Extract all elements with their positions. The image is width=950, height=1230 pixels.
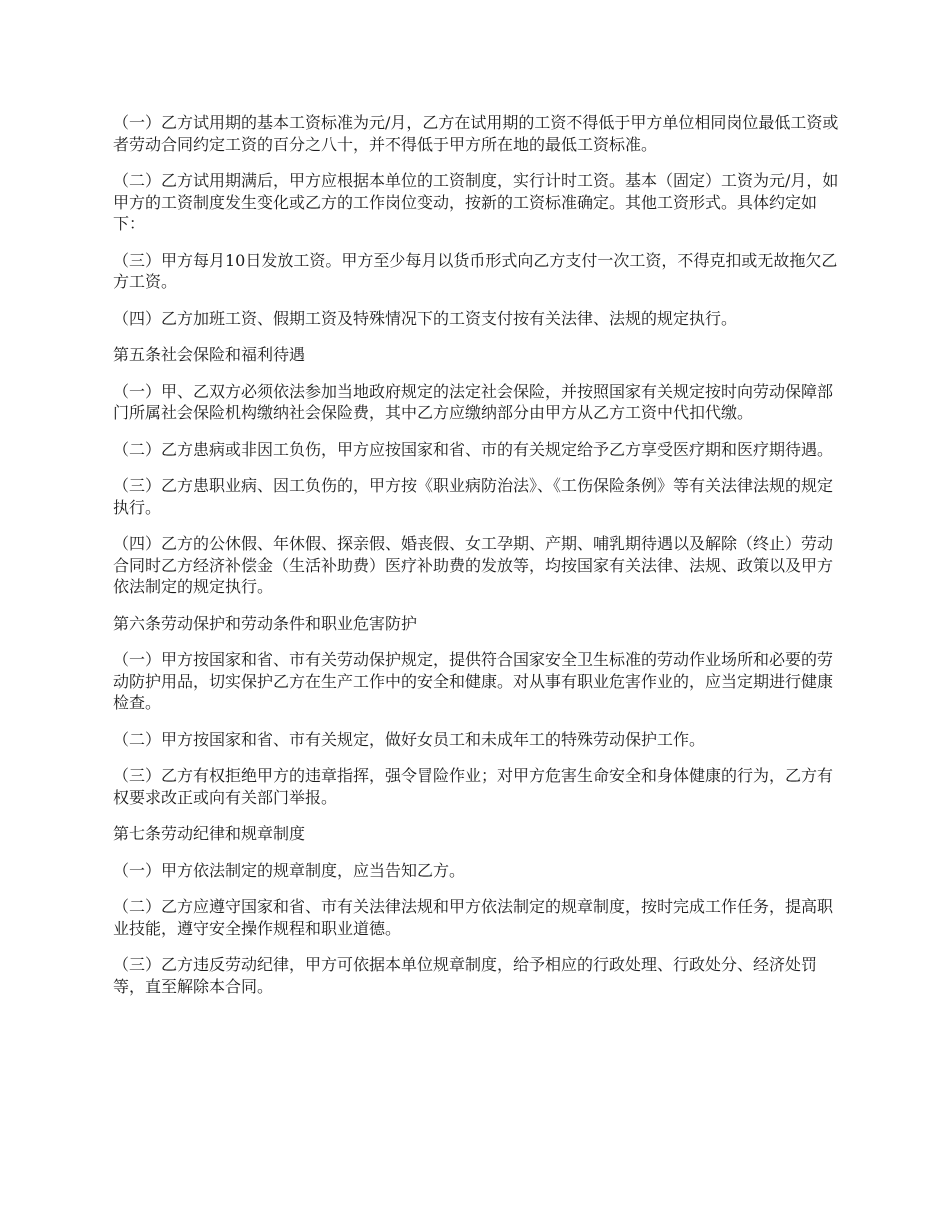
paragraph-leave-benefits: （四）乙方的公休假、年休假、探亲假、婚丧假、女工孕期、产期、哺乳期待遇以及解除（终止）劳动合同时乙方经济补偿金（生活补助费）医疗补助费的发放等，均按国家有关法律、法规、政策以及甲方依法制定的规定执行。 [113, 534, 834, 596]
section-heading-article-7: 第七条劳动纪律和规章制度 [113, 824, 306, 843]
paragraph-post-probation-wage: （二）乙方试用期满后，甲方应根据本单位的工资制度，实行计时工资。基本（固定）工资为元/月，如甲方的工资制度发生变化或乙方的工作岗位变动，按新的工资标准确定。其他工资形式。具体约定如下： [113, 171, 839, 233]
section-heading-article-5: 第五条社会保险和福利待遇 [113, 345, 306, 364]
paragraph-right-to-refuse: （三）乙方有权拒绝甲方的违章指挥，强令冒险作业；对甲方危害生命安全和身体健康的行为，乙方有权要求改正或向有关部门举报。 [113, 766, 834, 807]
paragraph-special-protection: （二）甲方按国家和省、市有关规定，做好女员工和未成年工的特殊劳动保护工作。 [113, 729, 706, 749]
paragraph-social-insurance: （一）甲、乙双方必须依法参加当地政府规定的法定社会保险，并按照国家有关规定按时向劳动保障部门所属社会保险机构缴纳社会保险费，其中乙方应缴纳部分由甲方从乙方工资中代扣代缴。 [113, 381, 834, 422]
paragraph-discipline-violation: （三）乙方违反劳动纪律，甲方可依据本单位规章制度，给予相应的行政处理、行政处分、经济处罚等，直至解除本合同。 [113, 955, 818, 996]
paragraph-overtime-pay: （四）乙方加班工资、假期工资及特殊情况下的工资支付按有关法律、法规的规定执行。 [113, 308, 738, 328]
paragraph-probation-wage: （一）乙方试用期的基本工资标准为元/月，乙方在试用期的工资不得低于甲方单位相同岗位最低工资或者劳动合同约定工资的百分之八十，并不得低于甲方所在地的最低工资标准。 [113, 113, 839, 154]
paragraph-occupational-injury: （三）乙方患职业病、因工负伤的，甲方按《职业病防治法》、《工伤保险条例》等有关法律法规的规定执行。 [113, 476, 834, 517]
paragraph-employee-compliance: （二）乙方应遵守国家和省、市有关法律法规和甲方依法制定的规章制度，按时完成工作任务，提高职业技能，遵守安全操作规程和职业道德。 [113, 897, 834, 938]
paragraph-rules-notice: （一）甲方依法制定的规章制度，应当告知乙方。 [113, 860, 466, 880]
section-heading-article-6: 第六条劳动保护和劳动条件和职业危害防护 [113, 613, 418, 633]
paragraph-payday: （三）甲方每月10日发放工资。甲方至少每月以货币形式向乙方支付一次工资，不得克扣或无故拖欠乙方工资。 [113, 250, 838, 291]
paragraph-sick-leave: （二）乙方患病或非因工负伤，甲方应按国家和省、市的有关规定给予乙方享受医疗期和医疗期待遇。 [113, 439, 834, 459]
document-page [113, 112, 843, 1012]
paragraph-labor-protection: （一）甲方按国家和省、市有关劳动保护规定，提供符合国家安全卫生标准的劳动作业场所和必要的劳动防护用品，切实保护乙方在生产工作中的安全和健康。对从事有职业危害作业的，应当定期进行健康检查。 [113, 650, 834, 712]
